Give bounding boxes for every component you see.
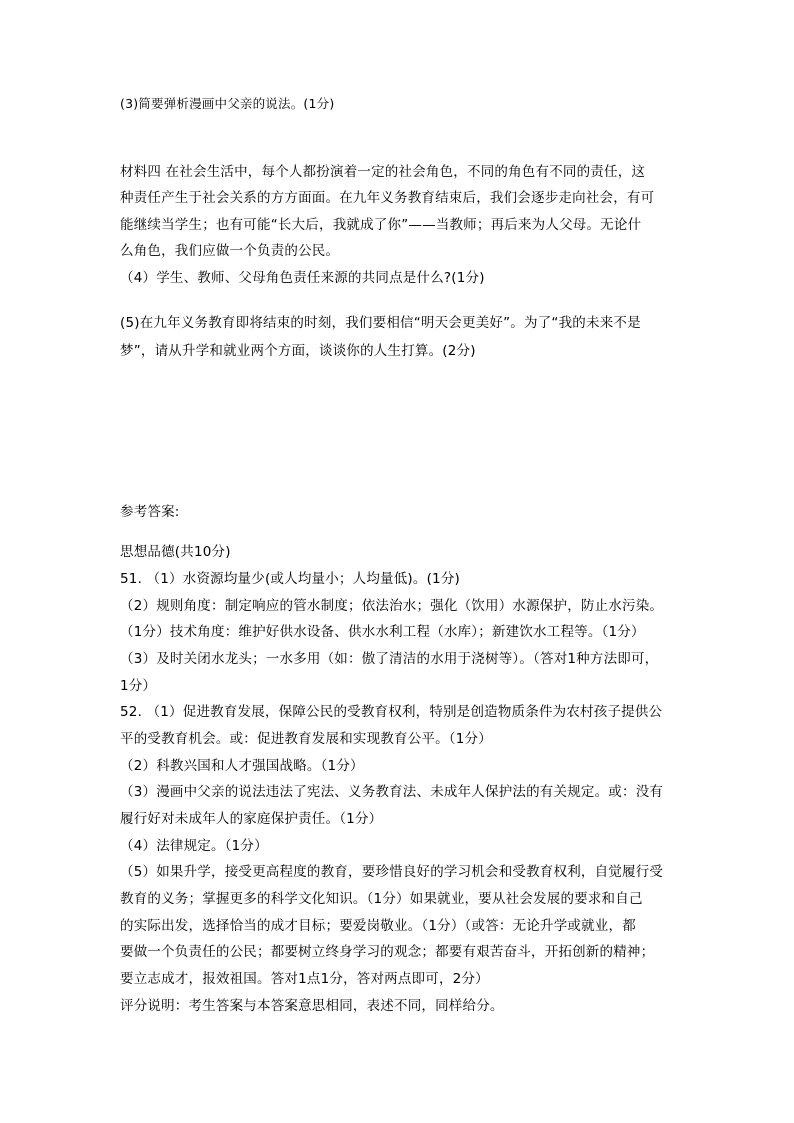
answer-line: 履行好对未成年人的家庭保护责任。（1分）	[120, 811, 383, 827]
answer-line: 1分）	[120, 678, 157, 694]
answer-line: （5）如果升学，接受更高程度的教育，要珍惜良好的学习机会和受教育权利，自觉履行受	[120, 864, 664, 880]
material-4-line-3: 能继续当学生；也有可能“长大后，我就成了你”——当教师；再后来为人父母。无论什	[120, 217, 642, 233]
answer-line: （4）法律规定。（1分）	[120, 838, 268, 854]
answer-line: 教育的义务；掌握更多的科学文化知识。（1分）如果就业，要从社会发展的要求和自己	[120, 891, 643, 907]
answers-subject: 思想品德(共10分)	[120, 544, 231, 560]
answer-line: （2）科教兴国和人才强国战略。（1分）	[120, 758, 364, 774]
answer-line: 51. （1）水资源均量少(或人均量小；人均量低)。(1分)	[120, 571, 461, 587]
answer-line: 要做一个负责任的公民；都要树立终身学习的观念；都要有艰苦奋斗，开拓创新的精神；	[120, 944, 655, 960]
answers-heading: 参考答案:	[120, 504, 180, 520]
material-4-line-2: 种责任产生于社会关系的方方面面。在九年义务教育结束后，我们会逐步走向社会，有可	[120, 190, 655, 206]
answer-line: 52. （1）促进教育发展，保障公民的受教育权利，特别是创造物质条件为农村孩子提供公	[120, 704, 663, 720]
answer-line: 的实际出发，选择恰当的成才目标；要爱岗敬业。（1分）（或答：无论升学或就业，都	[120, 918, 636, 934]
answer-line: （3）漫画中父亲的说法违法了宪法、义务教育法、未成年人保护法的有关规定。或：没有	[120, 784, 664, 800]
material-4-line-1: 材料四 在社会生活中，每个人都扮演着一定的社会角色，不同的角色有不同的责任，这	[120, 164, 646, 180]
answer-line: （3）及时关闭水龙头；一水多用（如：傲了清洁的水用于浇树等）。（答对1种方法即可，	[120, 651, 659, 667]
question-3: (3)简要弹析漫画中父亲的说法。(1分)	[120, 96, 335, 111]
scoring-note: 评分说明：考生答案与本答案意思相同，表述不同，同样给分。	[120, 998, 504, 1014]
question-5-line-2: 梦”，请从升学和就业两个方面，谈谈你的人生打算。(2分)	[120, 343, 476, 359]
question-4: （4）学生、教师、父母角色责任来源的共同点是什么?(1分)	[120, 270, 485, 286]
answer-line: 平的受教育机会。或：促进教育发展和实现教育公平。（1分）	[120, 731, 492, 747]
answer-line: 要立志成才，报效祖国。答对1点1分，答对两点即可，2分）	[120, 971, 489, 987]
answer-line: （2）规则角度：制定响应的管水制度；依法治水；强化（饮用）水源保护，防止水污染。	[120, 598, 664, 614]
answer-line: （1分）技术角度：维护好供水设备、供水水利工程（水库）；新建饮水工程等。（1分）	[120, 624, 645, 640]
material-4-line-4: 么角色，我们应做一个负责的公民。	[120, 243, 340, 259]
question-5-line-1: (5)在九年义务教育即将结束的时刻，我们要相信“明天会更美好”。为了“我的未来不是	[120, 315, 641, 331]
